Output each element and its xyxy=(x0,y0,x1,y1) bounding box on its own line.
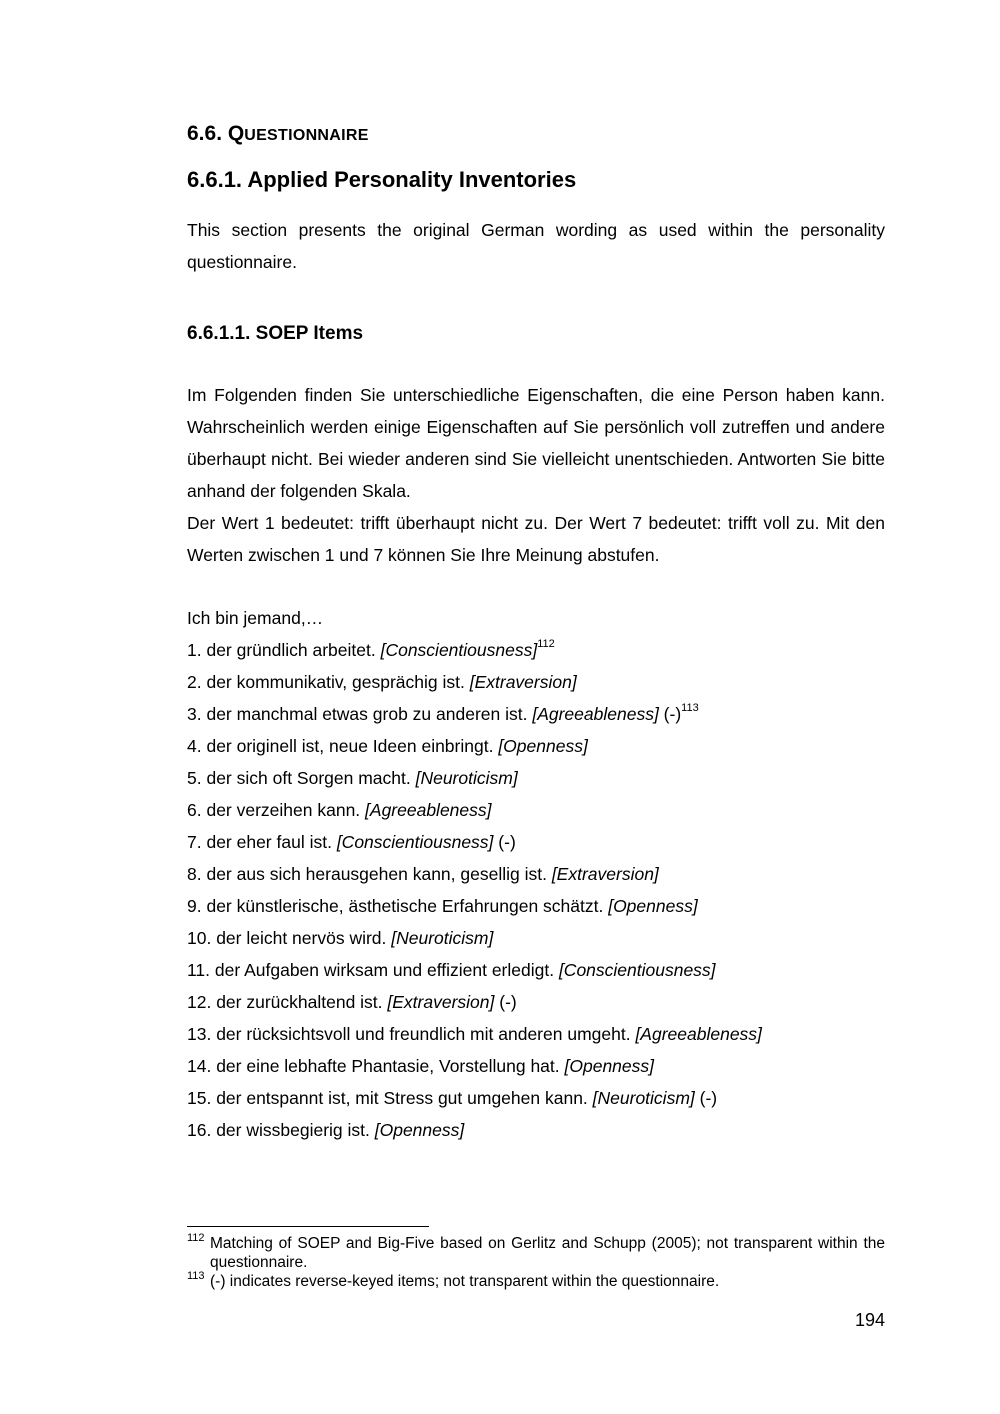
section-heading: 6.6. QUESTIONNAIRE xyxy=(187,122,369,145)
list-item xyxy=(187,986,762,1018)
list-item xyxy=(187,922,762,954)
item-trait: [Neuroticism] xyxy=(592,1088,695,1108)
item-text: 3. der manchmal etwas grob zu anderen ist. xyxy=(187,704,533,724)
list-item xyxy=(187,1050,762,1082)
item-text: 2. der kommunikativ, gesprächig ist. xyxy=(187,672,470,692)
item-trait: [Openness] xyxy=(498,736,588,756)
subsubsection-heading: 6.6.1.1. SOEP Items xyxy=(187,323,364,344)
item-text: 6. der verzeihen kann. xyxy=(187,800,366,820)
list-item xyxy=(187,826,762,858)
footnote xyxy=(187,1234,885,1272)
list-item xyxy=(187,954,762,986)
item-trait: [Extraversion] xyxy=(469,672,577,692)
footnote-number: 113 xyxy=(187,1270,205,1282)
item-text: 11. der Aufgaben wirksam und effizient erledigt. xyxy=(187,960,559,980)
list-item xyxy=(187,1018,762,1050)
item-trait: [Agreeableness] xyxy=(635,1024,762,1044)
list-item xyxy=(187,1114,762,1146)
subsection-heading: 6.6.1. Applied Personality Inventories xyxy=(187,167,577,192)
item-suffix: (-) xyxy=(694,1088,718,1108)
item-text: 16. der wissbegierig ist. xyxy=(187,1120,375,1140)
item-suffix: (-) xyxy=(493,832,516,852)
page-number: 194 xyxy=(854,1310,885,1330)
list-item xyxy=(187,858,762,890)
scale-paragraph: Der Wert 1 bedeutet: trifft überhaupt nicht zu. Der Wert 7 bedeutet: trifft voll zu. Mit den Werten zwischen 1 und 7 können Sie Ihre Meinung abstufen. xyxy=(187,513,885,565)
item-text: 8. der aus sich herausgehen kann, gesellig ist. xyxy=(187,864,552,884)
list-item xyxy=(187,730,762,762)
footnote-number: 112 xyxy=(187,1232,205,1244)
item-text: 14. der eine lebhafte Phantasie, Vorstellung hat. xyxy=(187,1056,565,1076)
footnotes xyxy=(187,1234,885,1291)
item-trait: [Openness] xyxy=(608,896,698,916)
item-suffix: (-) xyxy=(494,992,517,1012)
footnote-ref: 113 xyxy=(681,702,699,715)
list-item xyxy=(187,1082,762,1114)
intro-paragraph: This section presents the original German wording as used within the personality questionnaire. xyxy=(187,220,885,272)
item-text: 10. der leicht nervös wird. xyxy=(187,928,392,948)
item-text: 15. der entspannt ist, mit Stress gut umgehen kann. xyxy=(187,1088,593,1108)
item-text: 4. der originell ist, neue Ideen einbringt. xyxy=(187,736,499,756)
item-trait: [Openness] xyxy=(374,1120,465,1140)
footnote-ref: 112 xyxy=(537,638,555,651)
footnote-text: (-) indicates reverse-keyed items; not transparent within the questionnaire. xyxy=(210,1273,720,1290)
item-trait: [Neuroticism] xyxy=(391,928,494,948)
item-trait: [Extraversion] xyxy=(387,992,495,1012)
list-item xyxy=(187,794,762,826)
footnote-divider xyxy=(187,1226,429,1227)
list-item xyxy=(187,762,762,794)
item-trait: [Extraversion] xyxy=(551,864,659,884)
item-text: 5. der sich oft Sorgen macht. xyxy=(187,768,416,788)
item-text: 1. der gründlich arbeitet. xyxy=(187,640,381,660)
list-item xyxy=(187,666,762,698)
item-text: 7. der eher faul ist. xyxy=(187,832,337,852)
item-trait: [Agreeableness] xyxy=(365,800,492,820)
list-item xyxy=(187,890,762,922)
item-suffix: (-) xyxy=(658,704,682,724)
item-text: 9. der künstlerische, ästhetische Erfahrungen schätzt. xyxy=(187,896,609,916)
item-trait: [Conscientiousness] xyxy=(558,960,716,980)
instructions-paragraph: Im Folgenden finden Sie unterschiedliche Eigenschaften, die eine Person haben kann. Wahrscheinlich werden einige Eigenschaften auf Sie persönlich voll zutreffen und andere überhaupt nicht. Bei wieder anderen sind Sie vielleicht unentschieden. Antworten Sie bitte anhand der folgenden Skala. xyxy=(187,385,885,501)
item-text: 13. der rücksichtsvoll und freundlich mit anderen umgeht. xyxy=(187,1024,636,1044)
item-text: 12. der zurückhaltend ist. xyxy=(187,992,388,1012)
items-lead: Ich bin jemand,… xyxy=(187,608,324,628)
list-item xyxy=(187,634,762,666)
item-trait: [Neuroticism] xyxy=(415,768,518,788)
item-trait: [Agreeableness] xyxy=(532,704,659,724)
footnote-text: Matching of SOEP and Big-Five based on Gerlitz and Schupp (2005); not transparent within the questionnaire. xyxy=(210,1235,885,1271)
footnote xyxy=(187,1272,885,1291)
list-item xyxy=(187,698,762,730)
item-list xyxy=(187,634,762,1146)
item-trait: [Conscientiousness] xyxy=(336,832,494,852)
item-trait: [Openness] xyxy=(564,1056,654,1076)
item-trait: [Conscientiousness] xyxy=(380,640,538,660)
